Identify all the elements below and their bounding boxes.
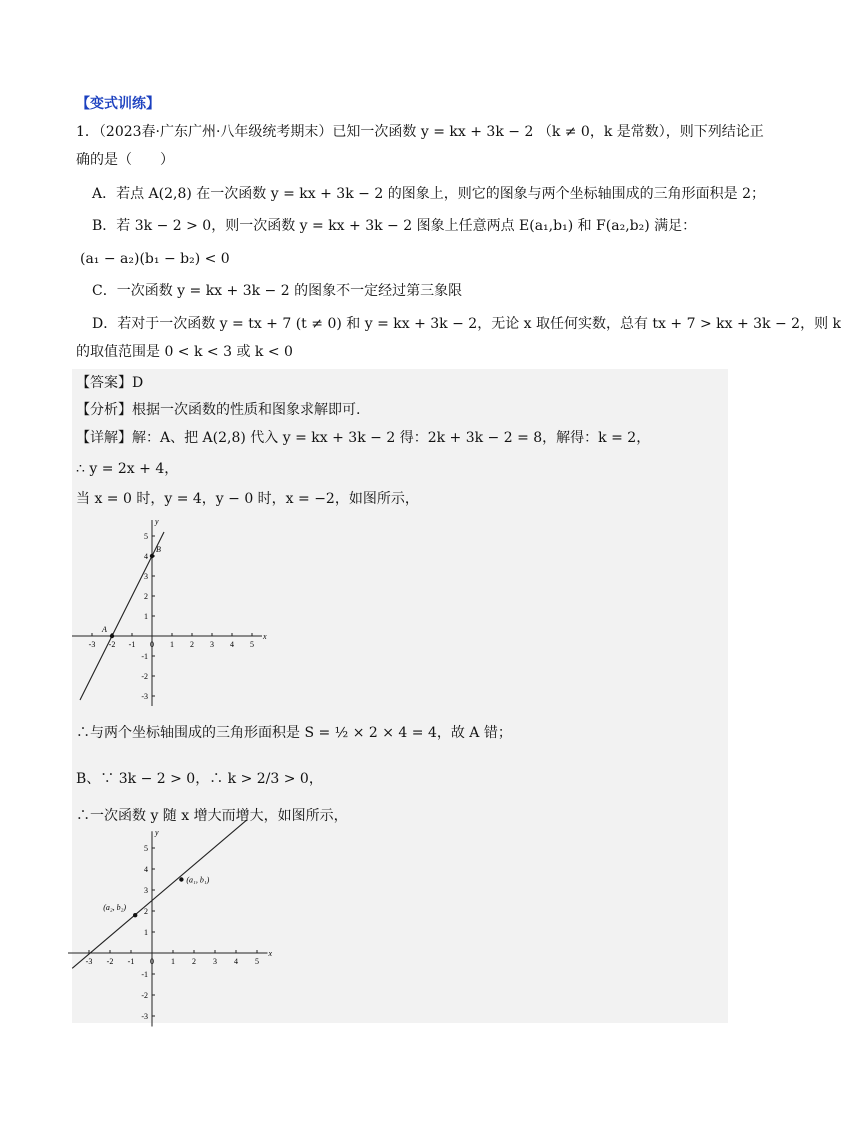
data-point bbox=[110, 634, 114, 638]
area-line: ∴与两个坐标轴围成的三角形面积是 S = ½ × 2 × 4 = 4，故 A 错； bbox=[76, 725, 512, 741]
y-tick-label: 2 bbox=[144, 592, 148, 601]
y-tick-label: 2 bbox=[144, 907, 148, 916]
y-tick-label: -3 bbox=[141, 692, 148, 701]
intercepts-line: 当 x = 0 时，y = 4，y − 0 时，x = −2，如图所示， bbox=[76, 491, 419, 507]
x-tick-label: -1 bbox=[127, 957, 135, 966]
x-tick-label: 1 bbox=[171, 957, 175, 966]
series-line bbox=[72, 820, 246, 968]
option-c: C．一次函数 y = kx + 3k − 2 的图象不一定经过第三象限 bbox=[92, 283, 463, 299]
x-tick-label: -2 bbox=[108, 640, 116, 649]
y-tick-label: 4 bbox=[144, 865, 148, 874]
x-axis-label: x bbox=[263, 632, 267, 641]
x-tick-label: 5 bbox=[250, 640, 254, 649]
x-tick-label: -3 bbox=[88, 640, 96, 649]
x-tick-label: 1 bbox=[170, 640, 174, 649]
y-tick-label: 3 bbox=[144, 572, 148, 581]
b-condition-line: B、∵ 3k − 2 > 0，∴ k > 2/3 > 0， bbox=[76, 771, 323, 787]
option-d-line-2: 的取值范围是 0 < k < 3 或 k < 0 bbox=[76, 344, 293, 360]
y-tick-label: -1 bbox=[141, 970, 148, 979]
option-b-line-1: B．若 3k − 2 > 0，则一次函数 y = kx + 3k − 2 图象上任意两点 E(a₁,b₁) 和 F(a₂,b₂) 满足： bbox=[92, 218, 697, 234]
y-tick-label: -3 bbox=[141, 1012, 148, 1021]
y-tick-label: 5 bbox=[144, 532, 148, 541]
data-point bbox=[133, 913, 137, 917]
y-axis-label: y bbox=[155, 517, 159, 526]
option-b-line-2: (a₁ − a₂)(b₁ − b₂) < 0 bbox=[80, 251, 230, 267]
analysis-line: 【分析】根据一次函数的性质和图象求解即可. bbox=[76, 402, 361, 418]
y-tick-label: 1 bbox=[144, 612, 148, 621]
option-d-line-1: D．若对于一次函数 y = tx + 7 (t ≠ 0) 和 y = kx + 3k − 2，无论 x 取任何实数，总有 tx + 7 > kx + 3k − 2，则 k bbox=[92, 316, 841, 332]
point-label: A bbox=[102, 625, 107, 634]
y-tick-label: 3 bbox=[144, 886, 148, 895]
x-tick-label: 4 bbox=[234, 957, 238, 966]
question-line-2: 确的是（ ） bbox=[76, 152, 174, 168]
x-tick-label: 0 bbox=[150, 957, 154, 966]
x-tick-label: -2 bbox=[106, 957, 114, 966]
y-tick-label: 1 bbox=[144, 928, 148, 937]
option-a: A．若点 A(2,8) 在一次函数 y = kx + 3k − 2 的图象上，则它的图象与两个坐标轴围成的三角形面积是 2； bbox=[92, 186, 766, 202]
point-label: B bbox=[156, 545, 161, 554]
x-tick-label: 4 bbox=[230, 640, 234, 649]
y-tick-label: -2 bbox=[141, 991, 148, 1000]
point-label: (a₂, b₂) bbox=[103, 903, 127, 913]
x-tick-label: 2 bbox=[192, 957, 196, 966]
x-tick-label: 3 bbox=[213, 957, 217, 966]
chart-2 bbox=[72, 828, 277, 1022]
answer-line: 【答案】D bbox=[76, 375, 144, 391]
x-tick-label: 3 bbox=[210, 640, 214, 649]
point-label: (a₁, b₁) bbox=[186, 875, 210, 885]
b-increasing-line: ∴一次函数 y 随 x 增大而增大，如图所示， bbox=[76, 808, 348, 824]
y-tick-label: -2 bbox=[141, 672, 148, 681]
x-tick-label: 0 bbox=[150, 640, 154, 649]
x-tick-label: 2 bbox=[190, 640, 194, 649]
x-axis-label: x bbox=[268, 949, 273, 958]
data-point bbox=[150, 554, 154, 558]
question-line-1: 1．（2023春·广东广州·八年级统考期末）已知一次函数 y = kx + 3k − 2 （k ≠ 0，k 是常数），则下列结论正 bbox=[76, 124, 764, 140]
y-tick-label: 5 bbox=[144, 844, 148, 853]
y-axis-label: y bbox=[155, 828, 159, 838]
x-tick-label: -3 bbox=[85, 957, 93, 966]
line-equation: ∴ y = 2x + 4， bbox=[76, 461, 179, 477]
detail-line: 【详解】解：A、把 A(2,8) 代入 y = kx + 3k − 2 得：2k + 3k − 2 = 8，解得：k = 2， bbox=[76, 430, 651, 446]
y-tick-label: -1 bbox=[141, 652, 148, 661]
section-title: 【变式训练】 bbox=[76, 96, 160, 112]
y-tick-label: 4 bbox=[144, 552, 148, 561]
chart-1 bbox=[72, 515, 267, 701]
x-tick-label: 5 bbox=[255, 957, 259, 966]
x-tick-label: -1 bbox=[128, 640, 136, 649]
data-point bbox=[179, 877, 183, 881]
